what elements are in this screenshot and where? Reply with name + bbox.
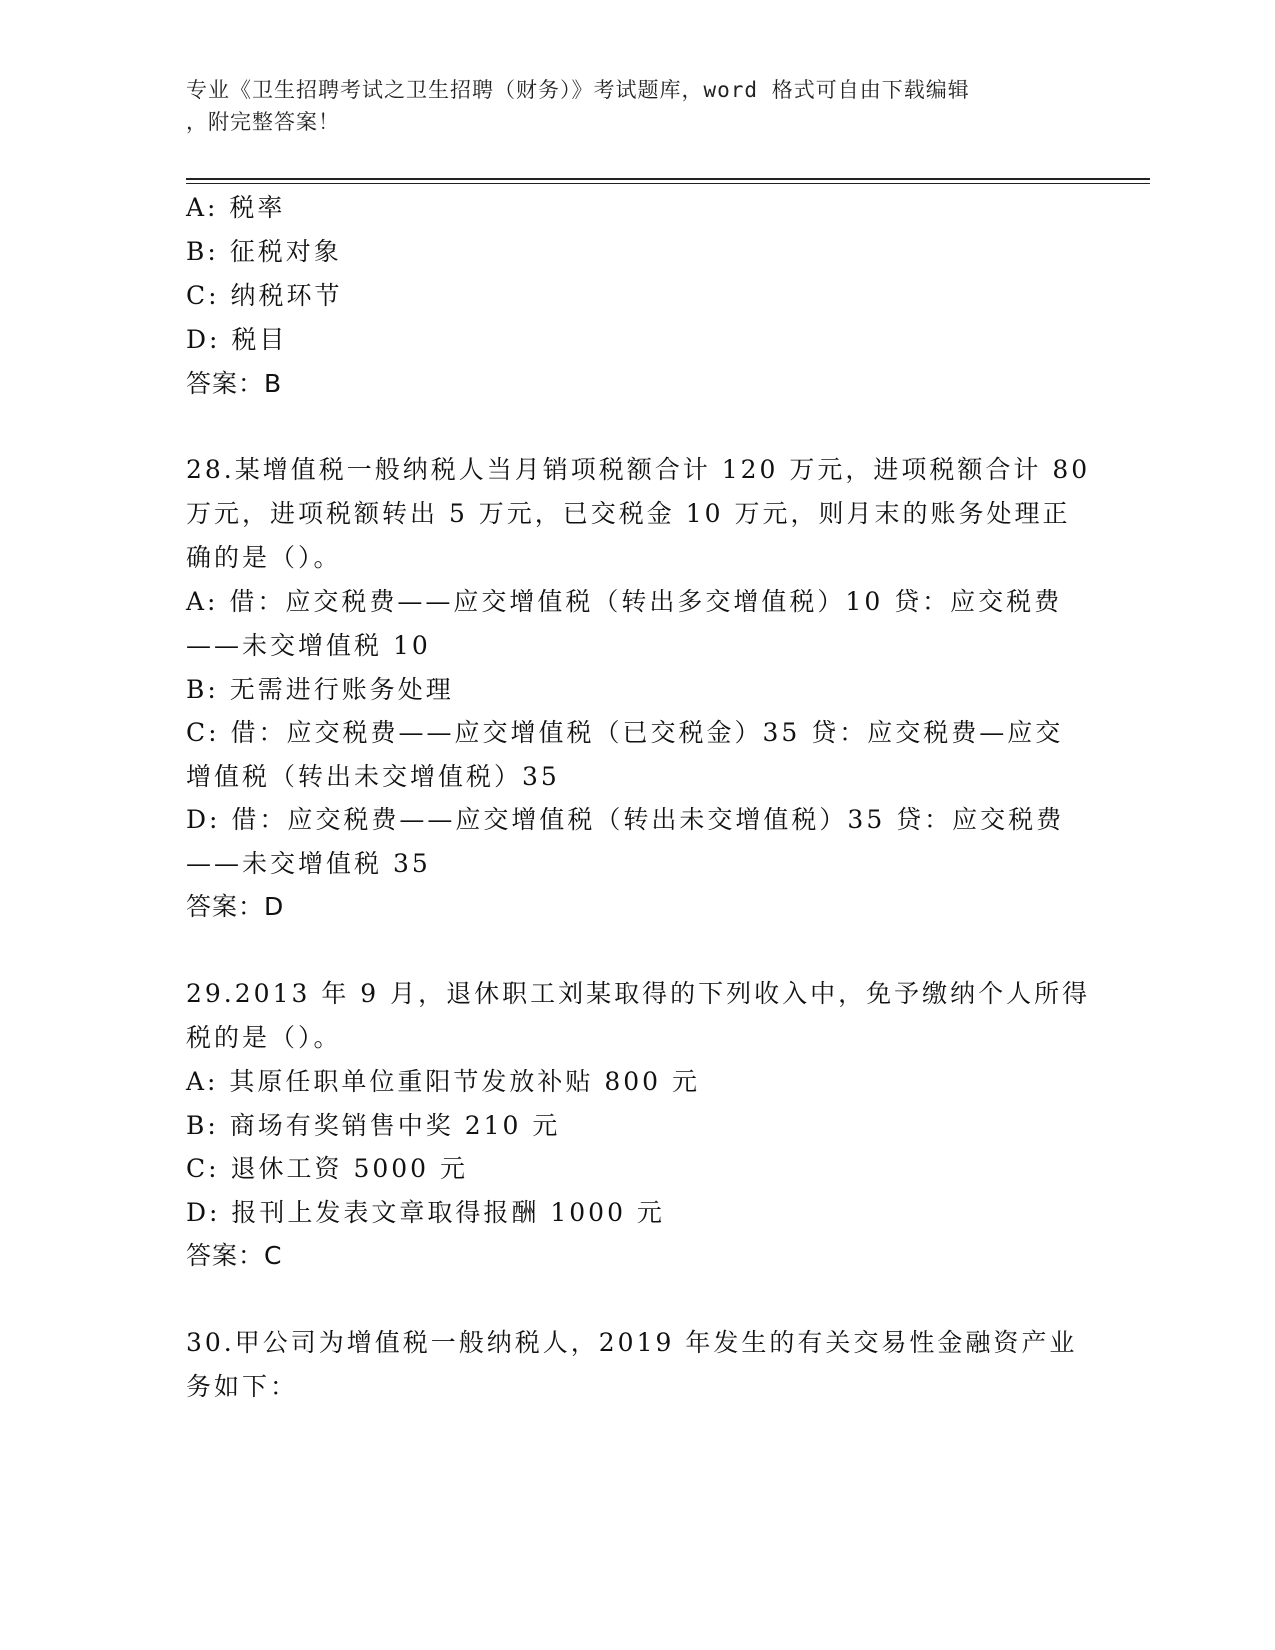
q29-answer: 答案：C <box>186 1241 283 1270</box>
q28-stem-line-1: 28.某增值税一般纳税人当月销项税额合计 120 万元，进项税额合计 80 <box>186 455 1091 484</box>
q28-option-c: C: 借：应交税费——应交增值税（已交税金）35 贷：应交税费—应交 <box>186 718 1064 747</box>
q28-option-c-cont: 增值税（转出未交增值税）35 <box>186 762 560 791</box>
prev-option-b: B: 征税对象 <box>186 237 342 266</box>
q28-option-b: B: 无需进行账务处理 <box>186 675 454 704</box>
prev-option-d: D: 税目 <box>186 325 288 354</box>
q29-option-d: D: 报刊上发表文章取得报酬 1000 元 <box>186 1198 665 1227</box>
q29-stem-line-2: 税的是（）。 <box>186 1023 342 1052</box>
q28-option-d: D: 借：应交税费——应交增值税（转出未交增值税）35 贷：应交税费 <box>186 805 1065 834</box>
q28-stem-line-2: 万元，进项税额转出 5 万元，已交税金 10 万元，则月末的账务处理正 <box>186 499 1071 528</box>
q29-stem-line-1: 29.2013 年 9 月，退休职工刘某取得的下列收入中，免予缴纳个人所得 <box>186 979 1091 1008</box>
q28-stem-line-3: 确的是（）。 <box>186 543 342 572</box>
q28-answer: 答案：D <box>186 892 285 921</box>
q29-option-c: C: 退休工资 5000 元 <box>186 1154 469 1183</box>
header-line-2: ，附完整答案！ <box>186 110 340 134</box>
q28-option-a: A: 借：应交税费——应交增值税（转出多交增值税）10 贷：应交税费 <box>186 587 1063 616</box>
prev-answer: 答案：B <box>186 369 283 398</box>
q30-stem-line-2: 务如下： <box>186 1372 299 1401</box>
q29-option-a: A: 其原任职单位重阳节发放补贴 800 元 <box>186 1067 701 1096</box>
header-line-1: 专业《卫生招聘考试之卫生招聘（财务）》考试题库，word 格式可自由下载编辑 <box>186 78 970 102</box>
prev-option-c: C: 纳税环节 <box>186 281 343 310</box>
prev-option-a: A: 税率 <box>186 193 286 222</box>
header-rule-thin <box>186 183 1150 184</box>
header-rule-thick <box>186 178 1150 180</box>
q30-stem-line-1: 30.甲公司为增值税一般纳税人，2019 年发生的有关交易性金融资产业 <box>186 1328 1078 1357</box>
q28-option-a-cont: ——未交增值税 10 <box>186 631 431 660</box>
q29-option-b: B: 商场有奖销售中奖 210 元 <box>186 1111 561 1140</box>
q28-option-d-cont: ——未交增值税 35 <box>186 849 431 878</box>
document-header <box>186 74 1066 138</box>
